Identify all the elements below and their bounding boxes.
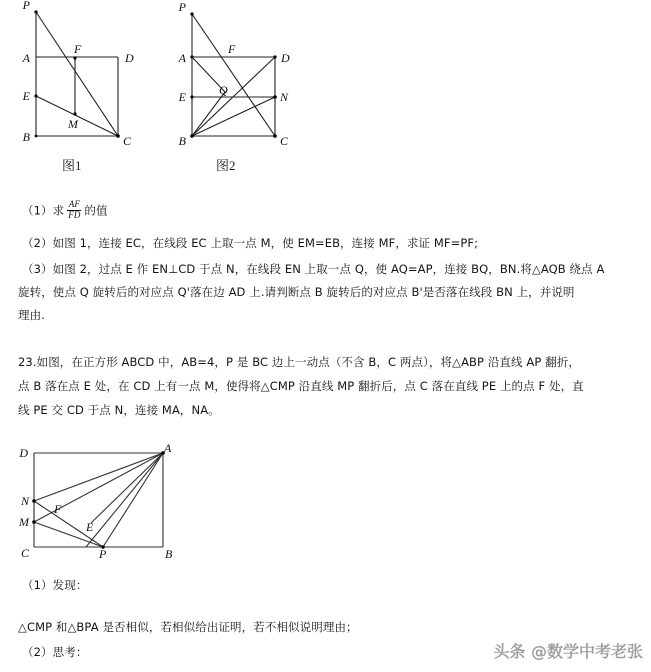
figure-3-svg: [18, 443, 203, 563]
figure-1-point-P: [34, 10, 37, 13]
figure-2-point-D: [273, 55, 276, 58]
figure-3-label-B: B: [165, 547, 173, 561]
figure-1-svg: [18, 0, 148, 155]
figure-1-point-F: [73, 56, 76, 59]
figure-2-label-E: E: [178, 90, 186, 104]
figure-2-point-C: [273, 134, 277, 138]
figure-1-label-E: E: [22, 89, 30, 103]
problem-23-line-2: 点 B 落在点 E 处，在 CD 上有一点 M，使得将△CMP 沿直线 MP 翻折后，点 C 落在直线 PE 上的点 F 处，直: [18, 379, 584, 393]
problem-23-sub-1: （1）发现：: [22, 578, 88, 592]
question-1-prefix: （1）求: [22, 203, 65, 218]
question-3-line-1: （3）如图 2，过点 E 作 EN⊥CD 于点 N，在线段 EN 上取一点 Q，使 AQ=AP，连接 BQ，BN.将△AQB 绕点 A: [22, 262, 605, 276]
figure-3: [18, 443, 203, 568]
figure-3-label-F: F: [54, 502, 62, 516]
figure-1-label-P: P: [22, 0, 30, 12]
figure-3-label-N: N: [20, 494, 29, 508]
figure-2-label-P: P: [178, 0, 186, 14]
figure-1-point-C: [116, 134, 120, 138]
figure-2: [172, 0, 307, 173]
figure-1-label-C: C: [123, 134, 132, 148]
figure-1: [18, 0, 148, 173]
question-2: （2）如图 1，连接 EC，在线段 EC 上取一点 M，使 EM=EB，连接 MF，求证 MF=PF;: [22, 236, 479, 250]
problem-23-line-3: 线 PE 交 CD 于点 N，连接 MA，NA。: [18, 403, 220, 417]
figure-3-point-M: [32, 520, 36, 524]
question-3-line-3: 理由.: [18, 308, 45, 322]
figure-2-point-B: [190, 134, 194, 138]
figure-3-point-N: [32, 499, 36, 503]
figure-3-label-D: D: [19, 446, 28, 460]
question-1: [22, 200, 108, 220]
problem-23-line-1: 23.如图，在正方形 ABCD 中，AB=4，P 是 BC 边上一动点（不含 B，C 两点），将△ABP 沿直线 AP 翻折，: [18, 355, 580, 369]
figure-1-caption: 图1: [62, 158, 82, 173]
fraction-numerator: AF: [68, 199, 80, 209]
figure-1-label-A: A: [22, 51, 30, 65]
figure-1-point-E: [34, 94, 37, 97]
figure-1-label-M: M: [68, 117, 78, 131]
problem-23-sub-1-body: △CMP 和△BPA 是否相似，若相似给出证明，若不相似说明理由；: [18, 620, 358, 634]
figure-2-label-B: B: [178, 134, 186, 148]
figure-2-svg: [172, 0, 307, 155]
figure-2-point-P: [190, 12, 193, 15]
figure-2-label-A: A: [178, 51, 186, 65]
problem-23-sub-2: （2）思考：: [22, 645, 88, 659]
figure-2-label-Q: Q: [219, 83, 228, 97]
figure-3-label-P: P: [99, 547, 107, 561]
figure-2-point-N: [273, 95, 277, 99]
fraction-af-fd: [67, 200, 81, 220]
figure-1-point-M: [73, 112, 76, 115]
question-1-suffix: 的值: [84, 203, 108, 218]
question-3-line-2: 旋转，使点 Q 旋转后的对应点 Q'落在边 AD 上.请判断点 B 旋转后的对应点 B'是否落在线段 BN 上，并说明: [18, 285, 575, 299]
figure-1-label-B: B: [22, 130, 30, 144]
figures-row: [0, 0, 651, 190]
figure-2-label-D: D: [281, 51, 290, 65]
figure-2-point-A: [190, 55, 193, 58]
watermark: 头条 @数学中考老张: [493, 642, 643, 661]
figure-1-point-B: [35, 135, 38, 138]
figure-1-label-F: F: [74, 42, 82, 56]
figure-2-caption: 图2: [216, 158, 236, 173]
figure-2-label-C: C: [280, 134, 289, 148]
figure-1-label-D: D: [125, 51, 134, 65]
figure-3-label-M: M: [19, 515, 29, 529]
figure-3-label-C: C: [20, 546, 29, 560]
fraction-denominator: FD: [68, 209, 81, 220]
figure-3-label-E: E: [86, 520, 94, 534]
figure-2-label-F: F: [228, 42, 236, 56]
figure-2-label-N: N: [280, 90, 289, 104]
figure-2-point-E: [190, 95, 193, 98]
figure-3-label-A: A: [164, 443, 172, 455]
